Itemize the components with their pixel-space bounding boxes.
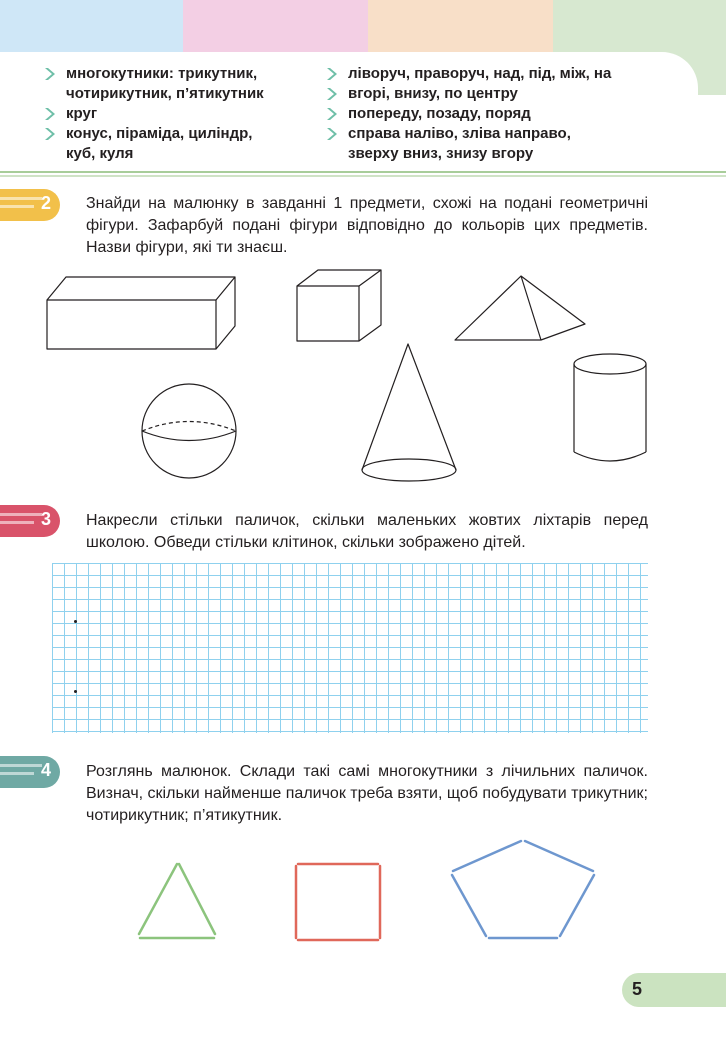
keyword-text: справа наліво, зліва направо, — [348, 125, 571, 142]
task-2-text: Знайди на малюнку в завданні 1 предмети, схожі на подані геометричні фігури. Зафарбуй подані фігури відповідно до кольорів цих предметів. Назви фігури, які ти знаєш. — [86, 195, 648, 256]
keyword-text: многокутники: трикутник, — [66, 65, 258, 82]
keyword-text: круг — [66, 105, 98, 122]
keyword-text: чотирикутник, п’ятикутник — [66, 85, 264, 102]
task-3-text: Накресли стільки паличок, скільки маленьких жовтих ліхтарів перед школою. Обведи стільки клітинок, скільки зображено дітей. — [86, 512, 648, 551]
keyword-text: куб, куля — [66, 145, 134, 162]
square-figure — [296, 864, 380, 940]
keyword-text: попереду, позаду, поряд — [348, 105, 531, 122]
keyword-text: ліворуч, праворуч, над, під, між, на — [348, 65, 612, 82]
triangle-figure — [139, 864, 215, 938]
task-number: 4 — [40, 760, 51, 780]
keyword-text: вгорі, внизу, по центру — [348, 85, 518, 102]
page-number: 5 — [632, 979, 643, 999]
keyword-text: конус, піраміда, циліндр, — [66, 125, 253, 142]
task-number: 2 — [40, 193, 51, 213]
task-4-text: Розглянь малюнок. Склади такі самі многокутники з лічильних паличок. Визнач, скільки найменше паличок треба взяти, щоб побудувати трикутник; чотирикутник; п’ятикутник. — [86, 763, 648, 824]
task-number: 3 — [40, 509, 51, 529]
keyword-text: зверху вниз, знизу вгору — [348, 145, 534, 162]
pentagon-figure — [452, 841, 594, 938]
